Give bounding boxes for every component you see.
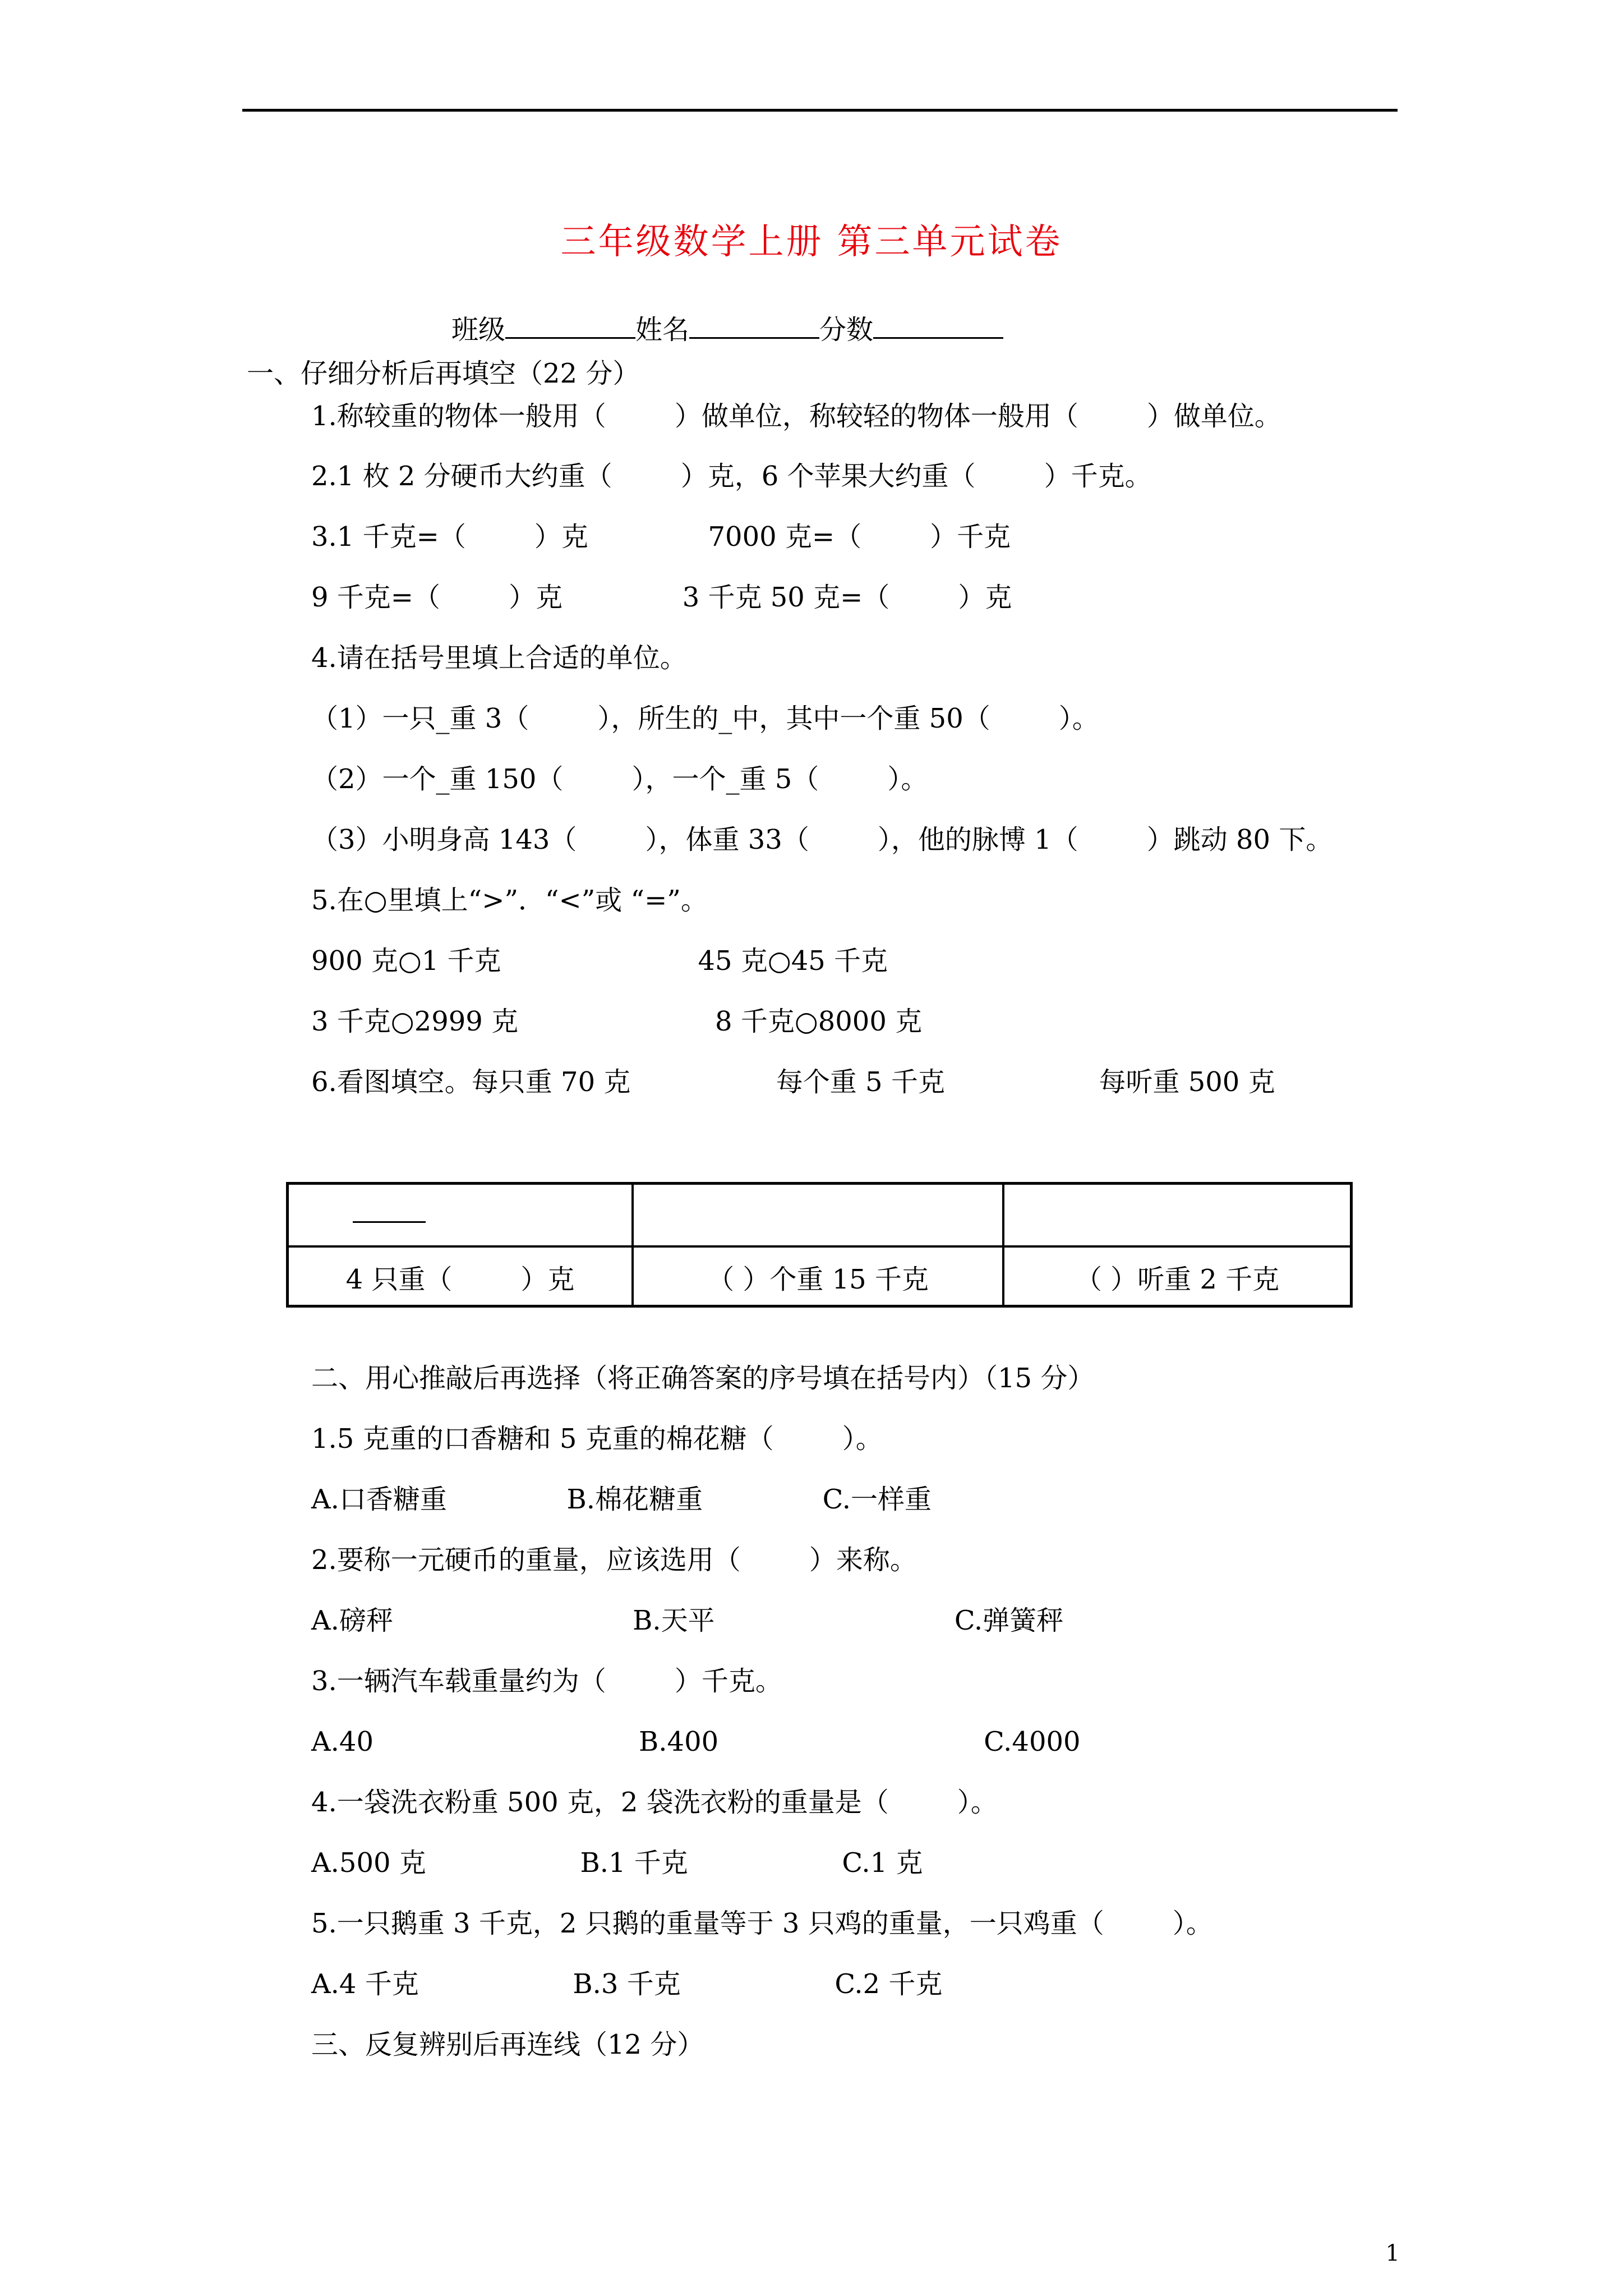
choice-line: A.40 B.400 C.4000 [311, 1726, 1081, 1757]
class-blank [505, 311, 635, 339]
table-cell: （ ）个重 15 千克 [707, 1263, 929, 1295]
question-line: （1）一只_重 3（ ），所生的_中，其中一个重 50（ ）。 [311, 703, 1099, 734]
question-line: 3.1 千克=（ ）克 7000 克=（ ）千克 [311, 521, 1011, 553]
question-line: 3.一辆汽车载重量约为（ ）千克。 [311, 1665, 782, 1697]
question-line: 3 千克○2999 克 8 千克○8000 克 [311, 1006, 923, 1037]
question-line: 2.要称一元硬币的重量，应该选用（ ）来称。 [311, 1544, 917, 1576]
score-label: 分数 [819, 314, 874, 346]
table-cell: 4 只重（ ）克 [345, 1263, 575, 1295]
question-line: 1.5 克重的口香糖和 5 克重的棉花糖（ ）。 [311, 1423, 883, 1455]
table-cell: （ ）听重 2 千克 [1075, 1263, 1280, 1295]
header-rule [242, 109, 1398, 112]
name-label: 姓名 [635, 314, 690, 346]
class-label: 班级 [451, 314, 506, 346]
student-info-line [451, 311, 1003, 347]
question-line: （3）小明身高 143（ ），体重 33（ ），他的脉博 1（ ）跳动 80 下。 [311, 824, 1333, 855]
question-line: 1.称较重的物体一般用（ ）做单位，称较轻的物体一般用（ ）做单位。 [311, 401, 1281, 432]
page-title: 三年级数学上册 第三单元试卷 [560, 221, 1063, 262]
choice-line: A.磅秤 B.天平 C.弹簧秤 [311, 1605, 1064, 1636]
section2-heading: 二、用心推敲后再选择（将正确答案的序号填在括号内）（15 分） [311, 1363, 1095, 1394]
question-line: 900 克○1 千克 45 克○45 千克 [311, 945, 888, 977]
question-line: 4.请在括号里填上合适的单位。 [311, 642, 687, 674]
table-underline [353, 1221, 426, 1223]
question-line: 5.一只鹅重 3 千克，2 只鹅的重量等于 3 只鸡的重量，一只鸡重（ ）。 [311, 1908, 1213, 1939]
name-blank [689, 311, 819, 339]
picture-fill-table [286, 1182, 1353, 1308]
question-line: 4.一袋洗衣粉重 500 克，2 袋洗衣粉的重量是（ ）。 [311, 1787, 998, 1818]
choice-line: A.口香糖重 B.棉花糖重 C.一样重 [311, 1484, 932, 1515]
choice-line: A.4 千克 B.3 千克 C.2 千克 [311, 1968, 943, 2000]
section3-heading: 三、反复辨别后再连线（12 分） [311, 2029, 704, 2060]
page-number: 1 [1385, 2240, 1400, 2266]
question-line: 9 千克=（ ）克 3 千克 50 克=（ ）克 [311, 582, 1012, 613]
question-line: 6.看图填空。每只重 70 克 每个重 5 千克 每听重 500 克 [311, 1066, 1275, 1098]
question-line: 2.1 枚 2 分硬币大约重（ ）克，6 个苹果大约重（ ）千克。 [311, 461, 1152, 492]
section1-heading: 一、仔细分析后再填空（22 分） [247, 358, 640, 389]
score-blank [873, 311, 1003, 339]
choice-line: A.500 克 B.1 千克 C.1 克 [311, 1847, 923, 1879]
question-line: 5.在○里填上“>”．“<”或 “=”。 [311, 885, 708, 916]
question-line: （2）一个_重 150（ ），一个_重 5（ ）。 [311, 763, 928, 795]
